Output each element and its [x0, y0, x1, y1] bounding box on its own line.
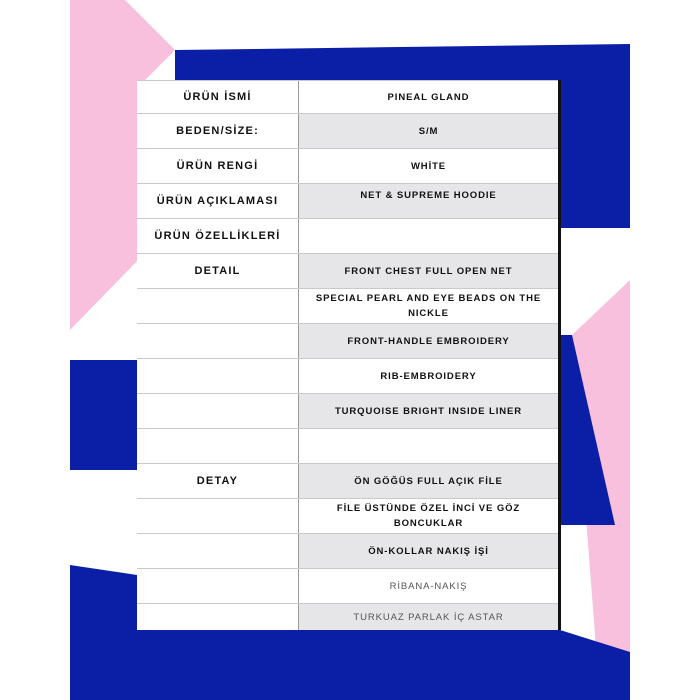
table-row	[137, 149, 558, 184]
table-row	[137, 219, 558, 254]
row-label	[137, 289, 299, 323]
row-label: ÜRÜN AÇIKLAMASI	[137, 184, 299, 218]
row-label: DETAIL	[137, 254, 299, 288]
row-label	[137, 499, 299, 533]
row-value: RİBANA-NAKIŞ	[389, 580, 468, 592]
row-label	[137, 534, 299, 568]
table-row	[137, 534, 558, 569]
table-row	[137, 359, 558, 394]
row-value: FRONT CHEST FULL OPEN NET	[299, 254, 558, 288]
row-label	[137, 604, 299, 630]
table-row	[137, 429, 558, 464]
table-row	[137, 324, 558, 359]
row-value: TURKUAZ PARLAK İÇ ASTAR	[299, 604, 558, 630]
row-value: PINEAL GLAND	[387, 91, 470, 103]
row-value: ÖN-KOLLAR NAKIŞ İŞİ	[299, 534, 558, 568]
row-label	[137, 324, 299, 358]
table-row	[137, 604, 558, 630]
table-row	[137, 464, 558, 499]
row-value: RIB-EMBROIDERY	[380, 370, 477, 382]
row-value: NET & SUPREME HOODIE	[299, 184, 558, 218]
table-row	[137, 394, 558, 429]
blue-shape-middle-left	[70, 360, 137, 470]
row-label	[137, 359, 299, 393]
row-label	[137, 429, 299, 463]
product-spec-table	[137, 80, 561, 630]
row-value: FRONT-HANDLE EMBROIDERY	[299, 324, 558, 358]
row-value: ÖN GÖĞÜS FULL AÇIK FİLE	[299, 464, 558, 498]
row-label: ÜRÜN ÖZELLİKLERİ	[137, 219, 299, 253]
table-row	[137, 184, 558, 219]
table-row	[137, 114, 558, 149]
table-row	[137, 289, 558, 324]
table-row	[137, 254, 558, 289]
table-row	[137, 80, 558, 114]
row-label: ÜRÜN İSMİ	[137, 81, 299, 113]
table-row	[137, 499, 558, 534]
row-label: DETAY	[137, 464, 299, 498]
row-label: ÜRÜN RENGİ	[137, 149, 299, 183]
row-label	[137, 569, 299, 603]
row-value	[299, 219, 558, 253]
row-label	[137, 394, 299, 428]
row-value: TURQUOISE BRIGHT INSIDE LINER	[299, 394, 558, 428]
row-value: WHİTE	[410, 160, 447, 172]
row-value: S/M	[299, 114, 558, 148]
row-label: BEDEN/SİZE:	[137, 114, 299, 148]
table-row	[137, 569, 558, 604]
row-value: FİLE ÜSTÜNDE ÖZEL İNCİ VE GÖZ BONCUKLAR	[336, 503, 521, 529]
row-value: SPECIAL PEARL AND EYE BEADS ON THE NICKLE	[315, 293, 542, 319]
row-value	[299, 429, 558, 463]
